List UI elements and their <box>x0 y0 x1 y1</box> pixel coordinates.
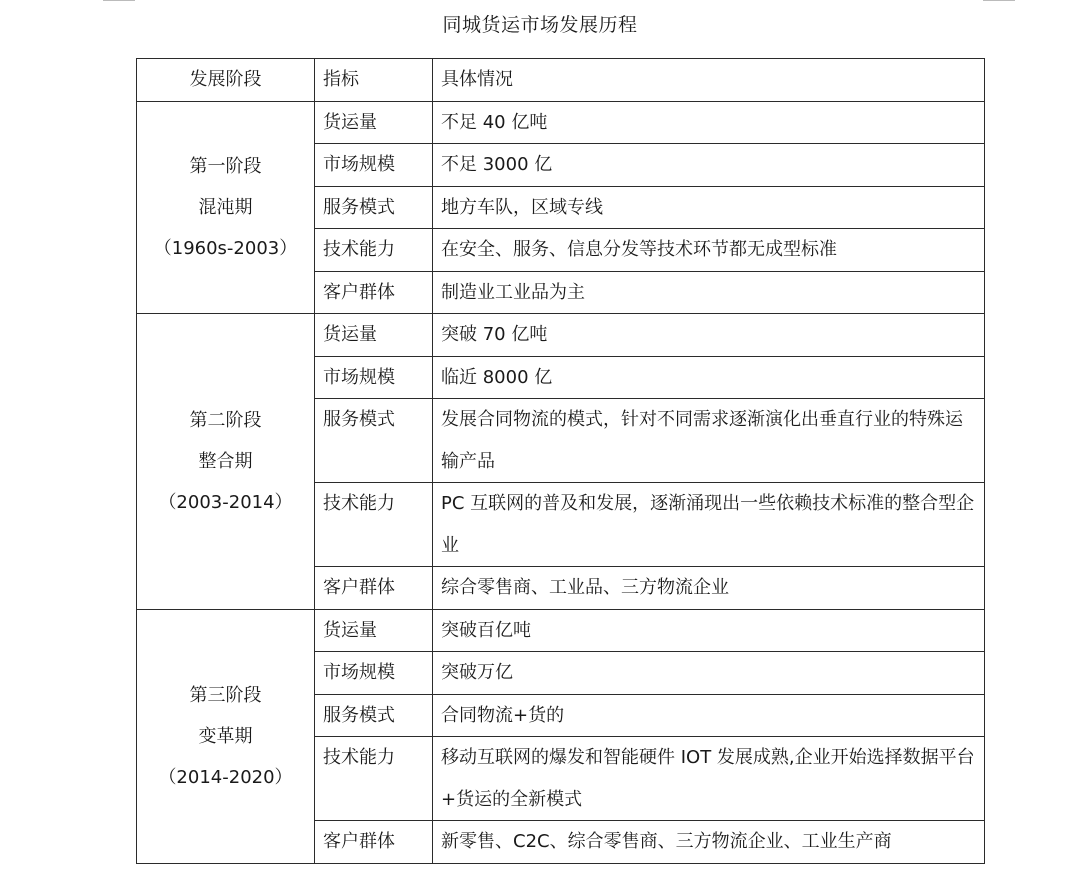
stage-period: 变革期 <box>198 725 253 747</box>
table-row <box>137 314 985 357</box>
indicator-cell: 服务模式 <box>315 399 433 483</box>
document-title: 同城货运市场发展历程 <box>442 14 638 36</box>
table-row <box>137 609 985 652</box>
corner-mark-right <box>983 0 1015 1</box>
detail-cell: 在安全、服务、信息分发等技术环节都无成型标准 <box>433 229 985 272</box>
stage-name: 第二阶段 <box>189 409 262 431</box>
detail-cell: 移动互联网的爆发和智能硬件 IOT 发展成熟,企业开始选择数据平台+货运的全新模式 <box>433 737 985 821</box>
stage-period: 整合期 <box>198 450 253 472</box>
corner-mark-left <box>103 0 135 1</box>
stage-years: （2014-2020） <box>158 766 293 788</box>
indicator-cell: 客户群体 <box>315 271 433 314</box>
detail-cell: 制造业工业品为主 <box>433 271 985 314</box>
indicator-cell: 技术能力 <box>315 229 433 272</box>
indicator-cell: 市场规模 <box>315 652 433 695</box>
indicator-cell: 服务模式 <box>315 186 433 229</box>
detail-cell: 突破万亿 <box>433 652 985 695</box>
detail-cell: 突破百亿吨 <box>433 609 985 652</box>
indicator-cell: 货运量 <box>315 314 433 357</box>
detail-cell: PC 互联网的普及和发展，逐渐涌现出一些依赖技术标准的整合型企业 <box>433 483 985 567</box>
indicator-cell: 货运量 <box>315 101 433 144</box>
indicator-cell: 客户群体 <box>315 821 433 864</box>
stage-cell-2 <box>137 314 315 610</box>
table-row <box>137 101 985 144</box>
detail-cell: 地方车队，区域专线 <box>433 186 985 229</box>
indicator-cell: 服务模式 <box>315 694 433 737</box>
stage-years: （2003-2014） <box>158 491 293 513</box>
stage-cell-1 <box>137 101 315 314</box>
indicator-cell: 货运量 <box>315 609 433 652</box>
indicator-cell: 技术能力 <box>315 737 433 821</box>
stage-name: 第三阶段 <box>189 684 262 706</box>
stage-period: 混沌期 <box>198 196 253 218</box>
indicator-cell: 客户群体 <box>315 567 433 610</box>
detail-cell: 发展合同物流的模式，针对不同需求逐渐演化出垂直行业的特殊运输产品 <box>433 399 985 483</box>
detail-cell: 新零售、C2C、综合零售商、三方物流企业、工业生产商 <box>433 821 985 864</box>
indicator-cell: 技术能力 <box>315 483 433 567</box>
header-stage: 发展阶段 <box>137 59 315 102</box>
header-detail: 具体情况 <box>433 59 985 102</box>
table-header-row <box>137 59 985 102</box>
stage-years: （1960s-2003） <box>153 237 298 259</box>
detail-cell: 临近 8000 亿 <box>433 356 985 399</box>
header-indicator: 指标 <box>315 59 433 102</box>
indicator-cell: 市场规模 <box>315 144 433 187</box>
history-table <box>136 58 985 864</box>
stage-name: 第一阶段 <box>189 155 262 177</box>
detail-cell: 综合零售商、工业品、三方物流企业 <box>433 567 985 610</box>
detail-cell: 不足 3000 亿 <box>433 144 985 187</box>
stage-cell-3 <box>137 609 315 863</box>
detail-cell: 不足 40 亿吨 <box>433 101 985 144</box>
detail-cell: 突破 70 亿吨 <box>433 314 985 357</box>
detail-cell: 合同物流+货的 <box>433 694 985 737</box>
indicator-cell: 市场规模 <box>315 356 433 399</box>
